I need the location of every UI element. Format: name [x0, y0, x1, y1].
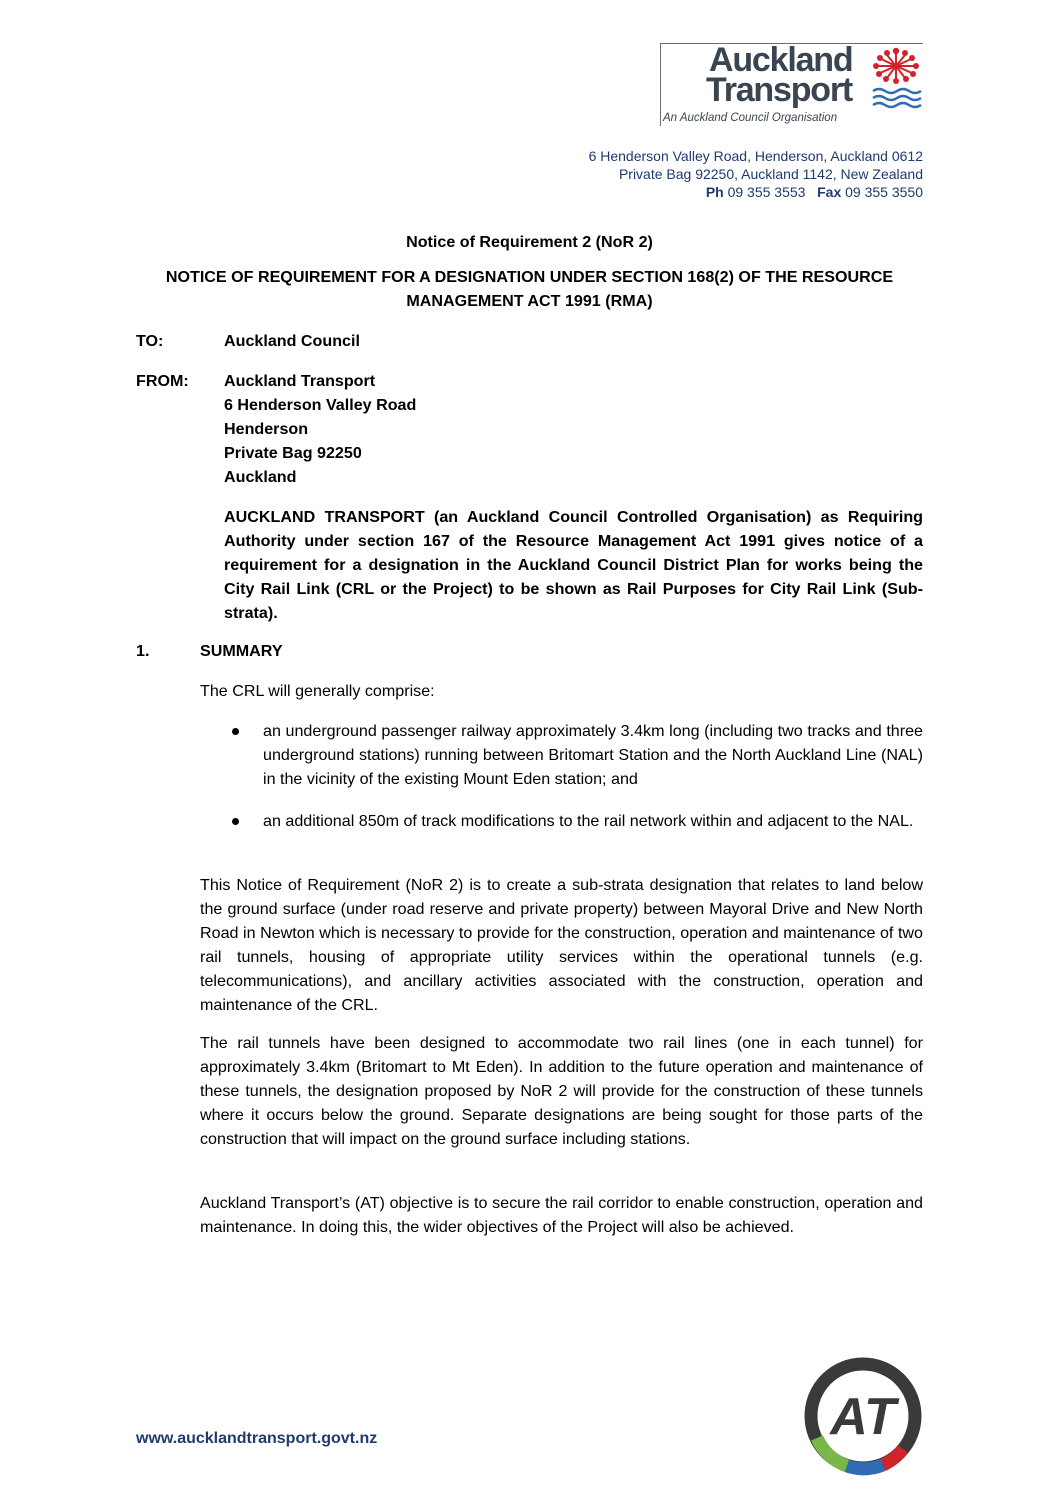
document-subtitle: NOTICE OF REQUIREMENT FOR A DESIGNATION UNDER SECTION 168(2) OF THE RESOURCE MANAGEMENT ACT 1991 (RMA)	[165, 268, 894, 310]
paragraph: This Notice of Requirement (NoR 2) is to create a sub-strata designation that relates to land below the ground surface (under road reserve and private property) between Mayoral Drive and New North Road in Newton which is necessary to provide for the construction, operation and maintenance of two rail tunnels, housing of appropriate utility services within the operational tunnels (e.g. telecommunications), and ancillary activities associated with the construction, operation and maintenance of the CRL.	[200, 876, 923, 1014]
list-item	[232, 719, 923, 791]
to-value: Auckland Council	[224, 332, 360, 350]
at-logo-icon	[803, 1356, 923, 1476]
from-line: Auckland	[224, 468, 297, 486]
from-address	[224, 369, 416, 489]
from-line: Private Bag 92250	[224, 444, 362, 462]
phone-number: 09 355 3553	[723, 184, 806, 200]
section-intro: The CRL will generally comprise:	[200, 682, 435, 700]
list-item-text: an additional 850m of track modifications to the rail network within and adjacent to the NAL.	[263, 812, 914, 830]
bullet-icon	[232, 728, 239, 735]
list-item	[232, 809, 923, 833]
fax-label: Fax	[817, 184, 842, 200]
from-label: FROM:	[136, 372, 189, 390]
contact-line	[589, 183, 923, 201]
pohutukawa-emblem-icon	[869, 46, 923, 110]
authority-statement: AUCKLAND TRANSPORT (an Auckland Council Controlled Organisation) as Requiring Authority under section 167 of the Resource Management Act 1991 gives notice of a requirement for a designation in the Auckland Council District Plan for works being the City Rail Link (CRL or the Project) to be shown as Rail Purposes for City Rail Link (Sub-strata).	[224, 508, 923, 622]
from-line: Auckland Transport	[224, 372, 376, 390]
list-item-text: an underground passenger railway approximately 3.4km long (including two tracks and three underground stations) running between Britomart Station and the North Auckland Line (NAL) in the vicinity of the existing Mount Eden station; and	[263, 722, 923, 788]
fax-number: 09 355 3550	[841, 184, 923, 200]
address-line-2: Private Bag 92250, Auckland 1142, New Zealand	[618, 166, 923, 182]
section-number: 1.	[136, 642, 150, 660]
footer-website-link[interactable]: www.aucklandtransport.govt.nz	[136, 1430, 378, 1447]
paragraph: Auckland Transport’s (AT) objective is to secure the rail corridor to enable construction, operation and maintenance. In doing this, the wider objectives of the Project will also be achieved.	[200, 1194, 923, 1236]
from-line: Henderson	[224, 420, 309, 438]
auckland-transport-logo	[660, 43, 923, 126]
document-title: Notice of Requirement 2 (NoR 2)	[406, 233, 653, 251]
logo-tagline: An Auckland Council Organisation	[663, 112, 838, 124]
to-label: TO:	[136, 332, 164, 350]
logo-word-transport: Transport	[706, 71, 853, 109]
at-logo-text: AT	[830, 1388, 896, 1446]
phone-label: Ph	[705, 184, 724, 200]
from-line: 6 Henderson Valley Road	[224, 396, 417, 414]
paragraph: The rail tunnels have been designed to accommodate two rail lines (one in each tunnel) for approximately 3.4km (Britomart to Mt Eden). In addition to the future operation and maintenance of these tunnels, the designation proposed by NoR 2 will provide for the construction of these tunnels where it occurs below the ground. Separate designations are being sought for those parts of the construction that will impact on the ground surface including stations.	[200, 1034, 923, 1148]
address-block	[589, 147, 923, 201]
bullet-icon	[232, 818, 239, 825]
logo-word-auckland: Auckland	[709, 41, 853, 79]
address-line-1: 6 Henderson Valley Road, Henderson, Auckland 0612	[588, 148, 923, 164]
section-heading: SUMMARY	[200, 642, 283, 660]
